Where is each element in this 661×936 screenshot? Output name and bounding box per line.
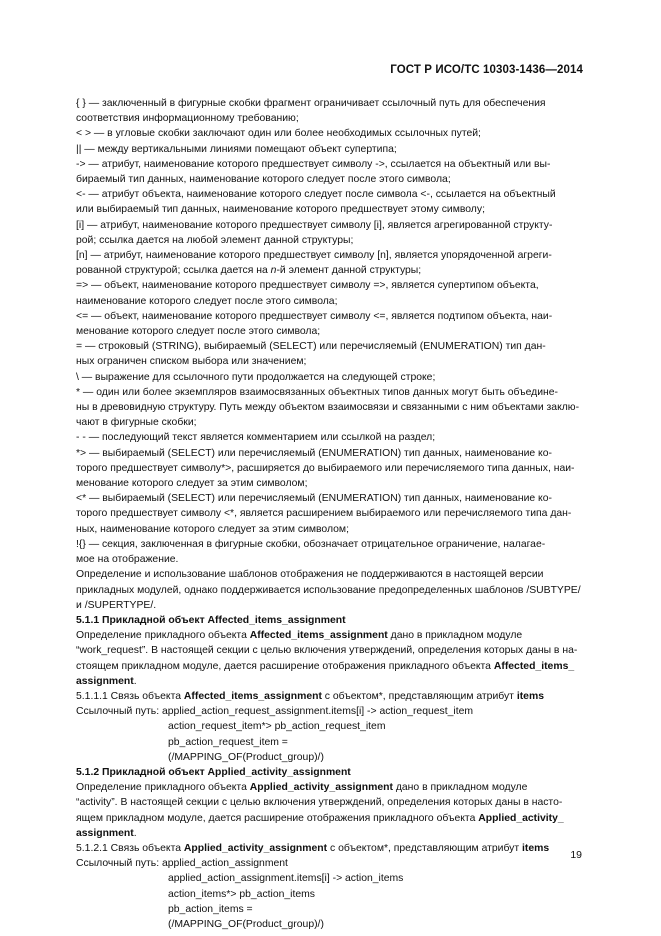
text-line: стоящем прикладном модуле, дается расширение отображения прикладного объекта Affected_items_ xyxy=(76,660,575,672)
mapping-path-line: (/MAPPING_OF(Product_group)/) xyxy=(168,918,324,930)
page-number: 19 xyxy=(570,849,582,861)
text-line: || — между вертикальными линиями помещают объект супертипа; xyxy=(76,143,397,155)
text-line: торого предшествует символу <*, является расширением выбираемого или перечисляемого типа дан- xyxy=(76,508,572,520)
text-line: “work_request”. В настоящей секции с целью включения утверждений, определения которых даны в на- xyxy=(76,645,578,657)
text-line: <* — выбираемый (SELECT) или перечисляемый (ENUMERATION) тип данных, наименование ко- xyxy=(76,493,552,505)
section-heading-512: 5.1.2 Прикладной объект Applied_activity_assignment xyxy=(76,766,351,778)
text-line: рованной структурой; ссылка дается на n-й элемент данной структуры; xyxy=(76,265,422,277)
mapping-path-line: action_request_item*> pb_action_request_item xyxy=(168,721,386,733)
text-line: менование которого следует после этого символа; xyxy=(76,326,321,338)
mapping-path-line: action_items*> pb_action_items xyxy=(168,888,315,900)
text-line: { } — заключенный в фигурные скобки фрагмент ограничивает ссылочный путь для обеспечения xyxy=(76,98,546,109)
text-line: чают в фигурные скобки; xyxy=(76,417,197,429)
text-line: прикладных модулей, однако поддерживается использование предопределенных шаблонов /SUBTYPE/ xyxy=(76,584,581,596)
mapping-path-line: Ссылочный путь: applied_action_request_assignment.items[i] -> action_request_item xyxy=(76,706,474,718)
text-line: => — объект, наименование которого предшествует символу =>, является супертипом объекта, xyxy=(76,280,539,292)
text-line: Определение и использование шаблонов отображения не поддерживаются в настоящей версии xyxy=(76,569,544,581)
mapping-path-line: pb_action_request_item = xyxy=(168,736,288,748)
text-line: !{} — секция, заключенная в фигурные скобки, обозначает отрицательное ограничение, налагае- xyxy=(76,538,546,550)
text-line: - - — последующий текст является комментарием или ссылкой на раздел; xyxy=(76,432,436,444)
text-line: [i] — атрибут, наименование которого предшествует символу [i], является агрегированной структу- xyxy=(76,219,553,231)
text-line: или выбираемый тип данных, наименование которого предшествует этому символу; xyxy=(76,204,485,216)
text-line: наименование которого следует после этого символа; xyxy=(76,295,338,307)
text-line: ных, наименование которого следует за этим символом; xyxy=(76,523,349,535)
text-line: ных ограничен списком выбора или значением; xyxy=(76,356,307,368)
text-line: ящем прикладном модуле, дается расширение отображения прикладного объекта Applied_activity_ xyxy=(76,812,564,824)
text-line: *> — выбираемый (SELECT) или перечисляемый (ENUMERATION) тип данных, наименование ко- xyxy=(76,447,552,459)
text-line: < > — в угловые скобки заключают один или более необходимых ссылочных путей; xyxy=(76,128,481,140)
text-line: * — один или более экземпляров взаимосвязанных объектных типов данных могут быть объедине- xyxy=(76,386,559,398)
mapping-path-line: Ссылочный путь: applied_action_assignment xyxy=(76,858,288,870)
text-line: \ — выражение для ссылочного пути продолжается на следующей строке; xyxy=(76,371,436,383)
text-line: [n] — атрибут, наименование которого предшествует символу [n], является упорядоченной агреги- xyxy=(76,250,552,262)
text-line: рой; ссылка дается на любой элемент данной структуры; xyxy=(76,234,354,246)
text-line: <- — атрибут объекта, наименование которого следует после символа <-, ссылается на объектный xyxy=(76,189,556,201)
text-line: менование которого следует за этим символом; xyxy=(76,478,308,490)
text-line: ны в древовидную структуру. Путь между объектом взаимосвязи и связанными с ним объектами заклю- xyxy=(76,402,580,414)
text-line: <= — объект, наименование которого предшествует символу <=, является подтипом объекта, наи- xyxy=(76,310,553,322)
mapping-path-line: (/MAPPING_OF(Product_group)/) xyxy=(168,751,324,763)
text-line: соответствия информационному требованию; xyxy=(76,113,299,125)
text-line: = — строковый (STRING), выбираемый (SELECT) или перечисляемый (ENUMERATION) тип дан- xyxy=(76,341,546,353)
mapping-path-line: applied_action_assignment.items[i] -> action_items xyxy=(168,873,404,885)
text-line: -> — атрибут, наименование которого предшествует символу ->, ссылается на объектный или вы- xyxy=(76,158,551,170)
text-line: “activity”. В настоящей секции с целью включения утверждений, определения которых даны в насто- xyxy=(76,797,563,809)
section-heading-511: 5.1.1 Прикладной объект Affected_items_assignment xyxy=(76,614,346,626)
document-header: ГОСТ Р ИСО/ТС 10303-1436—2014 xyxy=(390,64,583,76)
text-line: Определение прикладного объекта Affected_items_assignment дано в прикладном модуле xyxy=(76,630,523,642)
text-line: мое на отображение. xyxy=(76,554,179,566)
mapping-path-line: pb_action_items = xyxy=(168,903,253,915)
text-line: торого предшествует символу*>, расширяется до выбираемого или перечисляемого типа данных, наи- xyxy=(76,462,575,474)
document-body xyxy=(76,96,584,932)
text-line: 5.1.1.1 Связь объекта Affected_items_assignment с объектом*, представляющим атрибут items xyxy=(76,690,544,702)
text-line: assignment. xyxy=(76,675,137,687)
text-line: assignment. xyxy=(76,827,137,839)
text-line: и /SUPERTYPE/. xyxy=(76,599,157,611)
text-line: Определение прикладного объекта Applied_activity_assignment дано в прикладном модуле xyxy=(76,782,528,794)
text-line: бираемый тип данных, наименование которого следует после этого символа; xyxy=(76,174,451,186)
text-line: 5.1.2.1 Связь объекта Applied_activity_assignment с объектом*, представляющим атрибут items xyxy=(76,842,550,854)
